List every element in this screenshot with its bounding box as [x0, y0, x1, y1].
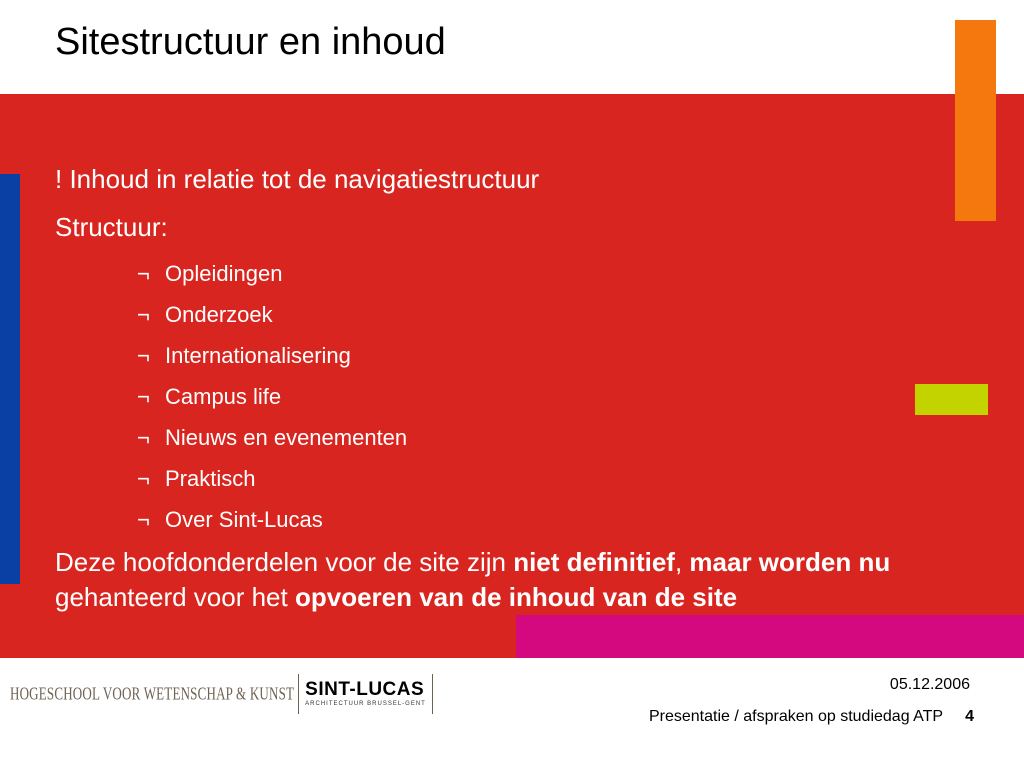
slide-body — [55, 155, 905, 615]
bullet-icon: ¬ — [137, 425, 150, 450]
footer-date: 05.12.2006 — [889, 676, 970, 693]
list-item-label: Nieuws en evenementen — [165, 425, 408, 450]
list-item-label: Campus life — [165, 384, 282, 409]
closing-text: gehanteerd voor het — [55, 582, 295, 612]
list-item-label: Over Sint-Lucas — [165, 507, 323, 532]
list-item — [137, 376, 905, 417]
brand-subtitle: ARCHITECTUUR BRUSSEL-GENT — [305, 701, 426, 707]
list-item — [137, 253, 905, 294]
intro-line: ! Inhoud in relatie tot de navigatiestructuur — [55, 164, 540, 194]
blue-accent-bar — [0, 174, 20, 584]
page-number: 4 — [965, 708, 974, 725]
bullet-icon: ¬ — [137, 343, 150, 368]
brand-box — [298, 674, 433, 714]
bullet-icon: ¬ — [137, 507, 150, 532]
school-name: HOGESCHOOL VOOR WETENSCHAP & KUNST — [10, 683, 295, 704]
orange-accent-bar — [955, 20, 996, 221]
bullet-icon: ¬ — [137, 466, 150, 491]
list-item — [137, 499, 905, 540]
list-item-label: Onderzoek — [165, 302, 273, 327]
list-item — [137, 417, 905, 458]
school-logo — [10, 674, 433, 714]
closing-statement — [55, 545, 895, 615]
list-item-label: Praktisch — [165, 466, 256, 491]
list-item-label: Opleidingen — [165, 261, 283, 286]
bullet-icon: ¬ — [137, 384, 150, 409]
footer — [649, 708, 974, 726]
bullet-icon: ¬ — [137, 302, 150, 327]
list-item — [137, 294, 905, 335]
brand-name: SINT-LUCAS — [305, 679, 425, 700]
closing-emphasis: niet definitief — [513, 547, 675, 577]
magenta-accent-band — [516, 615, 1024, 658]
footer-text: Presentatie / afspraken op studiedag ATP — [648, 708, 944, 725]
bullet-icon: ¬ — [137, 261, 150, 286]
structure-heading: Structuur: — [55, 212, 168, 242]
closing-emphasis: maar worden nu — [689, 547, 891, 577]
closing-emphasis: opvoeren van de inhoud van de site — [294, 582, 738, 612]
closing-text: , — [674, 547, 690, 577]
green-accent-block — [915, 384, 988, 415]
structure-list — [55, 253, 905, 540]
slide-title: Sitestructuur en inhoud — [55, 21, 446, 63]
list-item — [137, 458, 905, 499]
list-item-label: Internationalisering — [165, 343, 351, 368]
list-item — [137, 335, 905, 376]
closing-text: Deze hoofdonderdelen voor de site zijn — [55, 547, 514, 577]
